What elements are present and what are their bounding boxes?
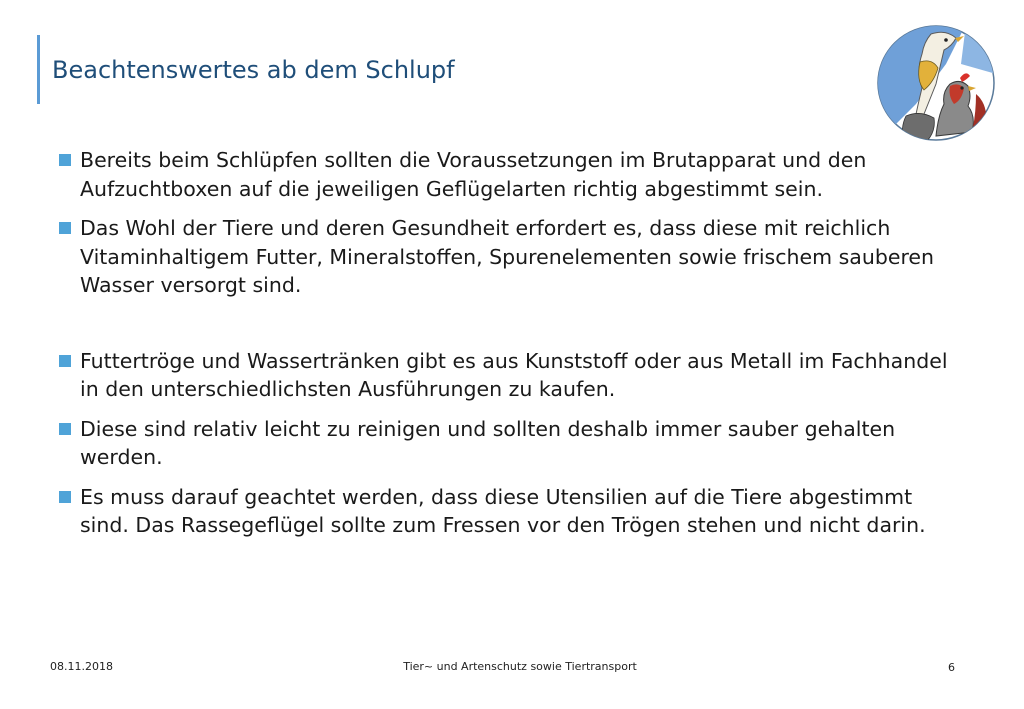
bullet-text: Es muss darauf geachtet werden, dass diese Utensilien auf die Tiere abgestimmt sind. Das Rassegeflügel sollte zum Fressen vor den Trögen stehen und nicht darin. [80,484,926,537]
bullet-item [58,415,958,472]
page-number: 6 [948,661,955,674]
poultry-logo-icon [876,24,996,142]
bullet-text: Diese sind relativ leicht zu reinigen und sollten deshalb immer sauber gehalten werden. [80,416,896,469]
bullet-text: Bereits beim Schlüpfen sollten die Voraussetzungen im Brutapparat und den Aufzuchtboxen auf die jeweiligen Geflügelarten richtig abgestimmt sein. [80,148,867,201]
bullet-item [58,146,958,203]
title-accent-bar [37,35,40,104]
square-bullet-icon [59,154,71,166]
square-bullet-icon [59,423,71,435]
square-bullet-icon [59,491,71,503]
bullet-text: Das Wohl der Tiere und deren Gesundheit erfordert es, dass diese mit reichlich Vitaminhaltigem Futter, Mineralstoffen, Spurenelementen sowie frischem sauberen Wasser versorgt sind. [80,216,935,297]
square-bullet-icon [59,355,71,367]
footer-date: 08.11.2018 [50,660,113,673]
bullet-item [58,483,958,540]
bullet-item [58,347,958,404]
footer-title: Tier~ und Artenschutz sowie Tiertransport [403,660,637,673]
slide-title: Beachtenswertes ab dem Schlupf [52,56,455,84]
bullet-item [58,214,958,300]
bullet-list [58,146,958,551]
bullet-text: Futtertröge und Wassertränken gibt es aus Kunststoff oder aus Metall im Fachhandel in den unterschiedlichsten Ausführungen zu kaufen. [80,348,948,401]
square-bullet-icon [59,222,71,234]
